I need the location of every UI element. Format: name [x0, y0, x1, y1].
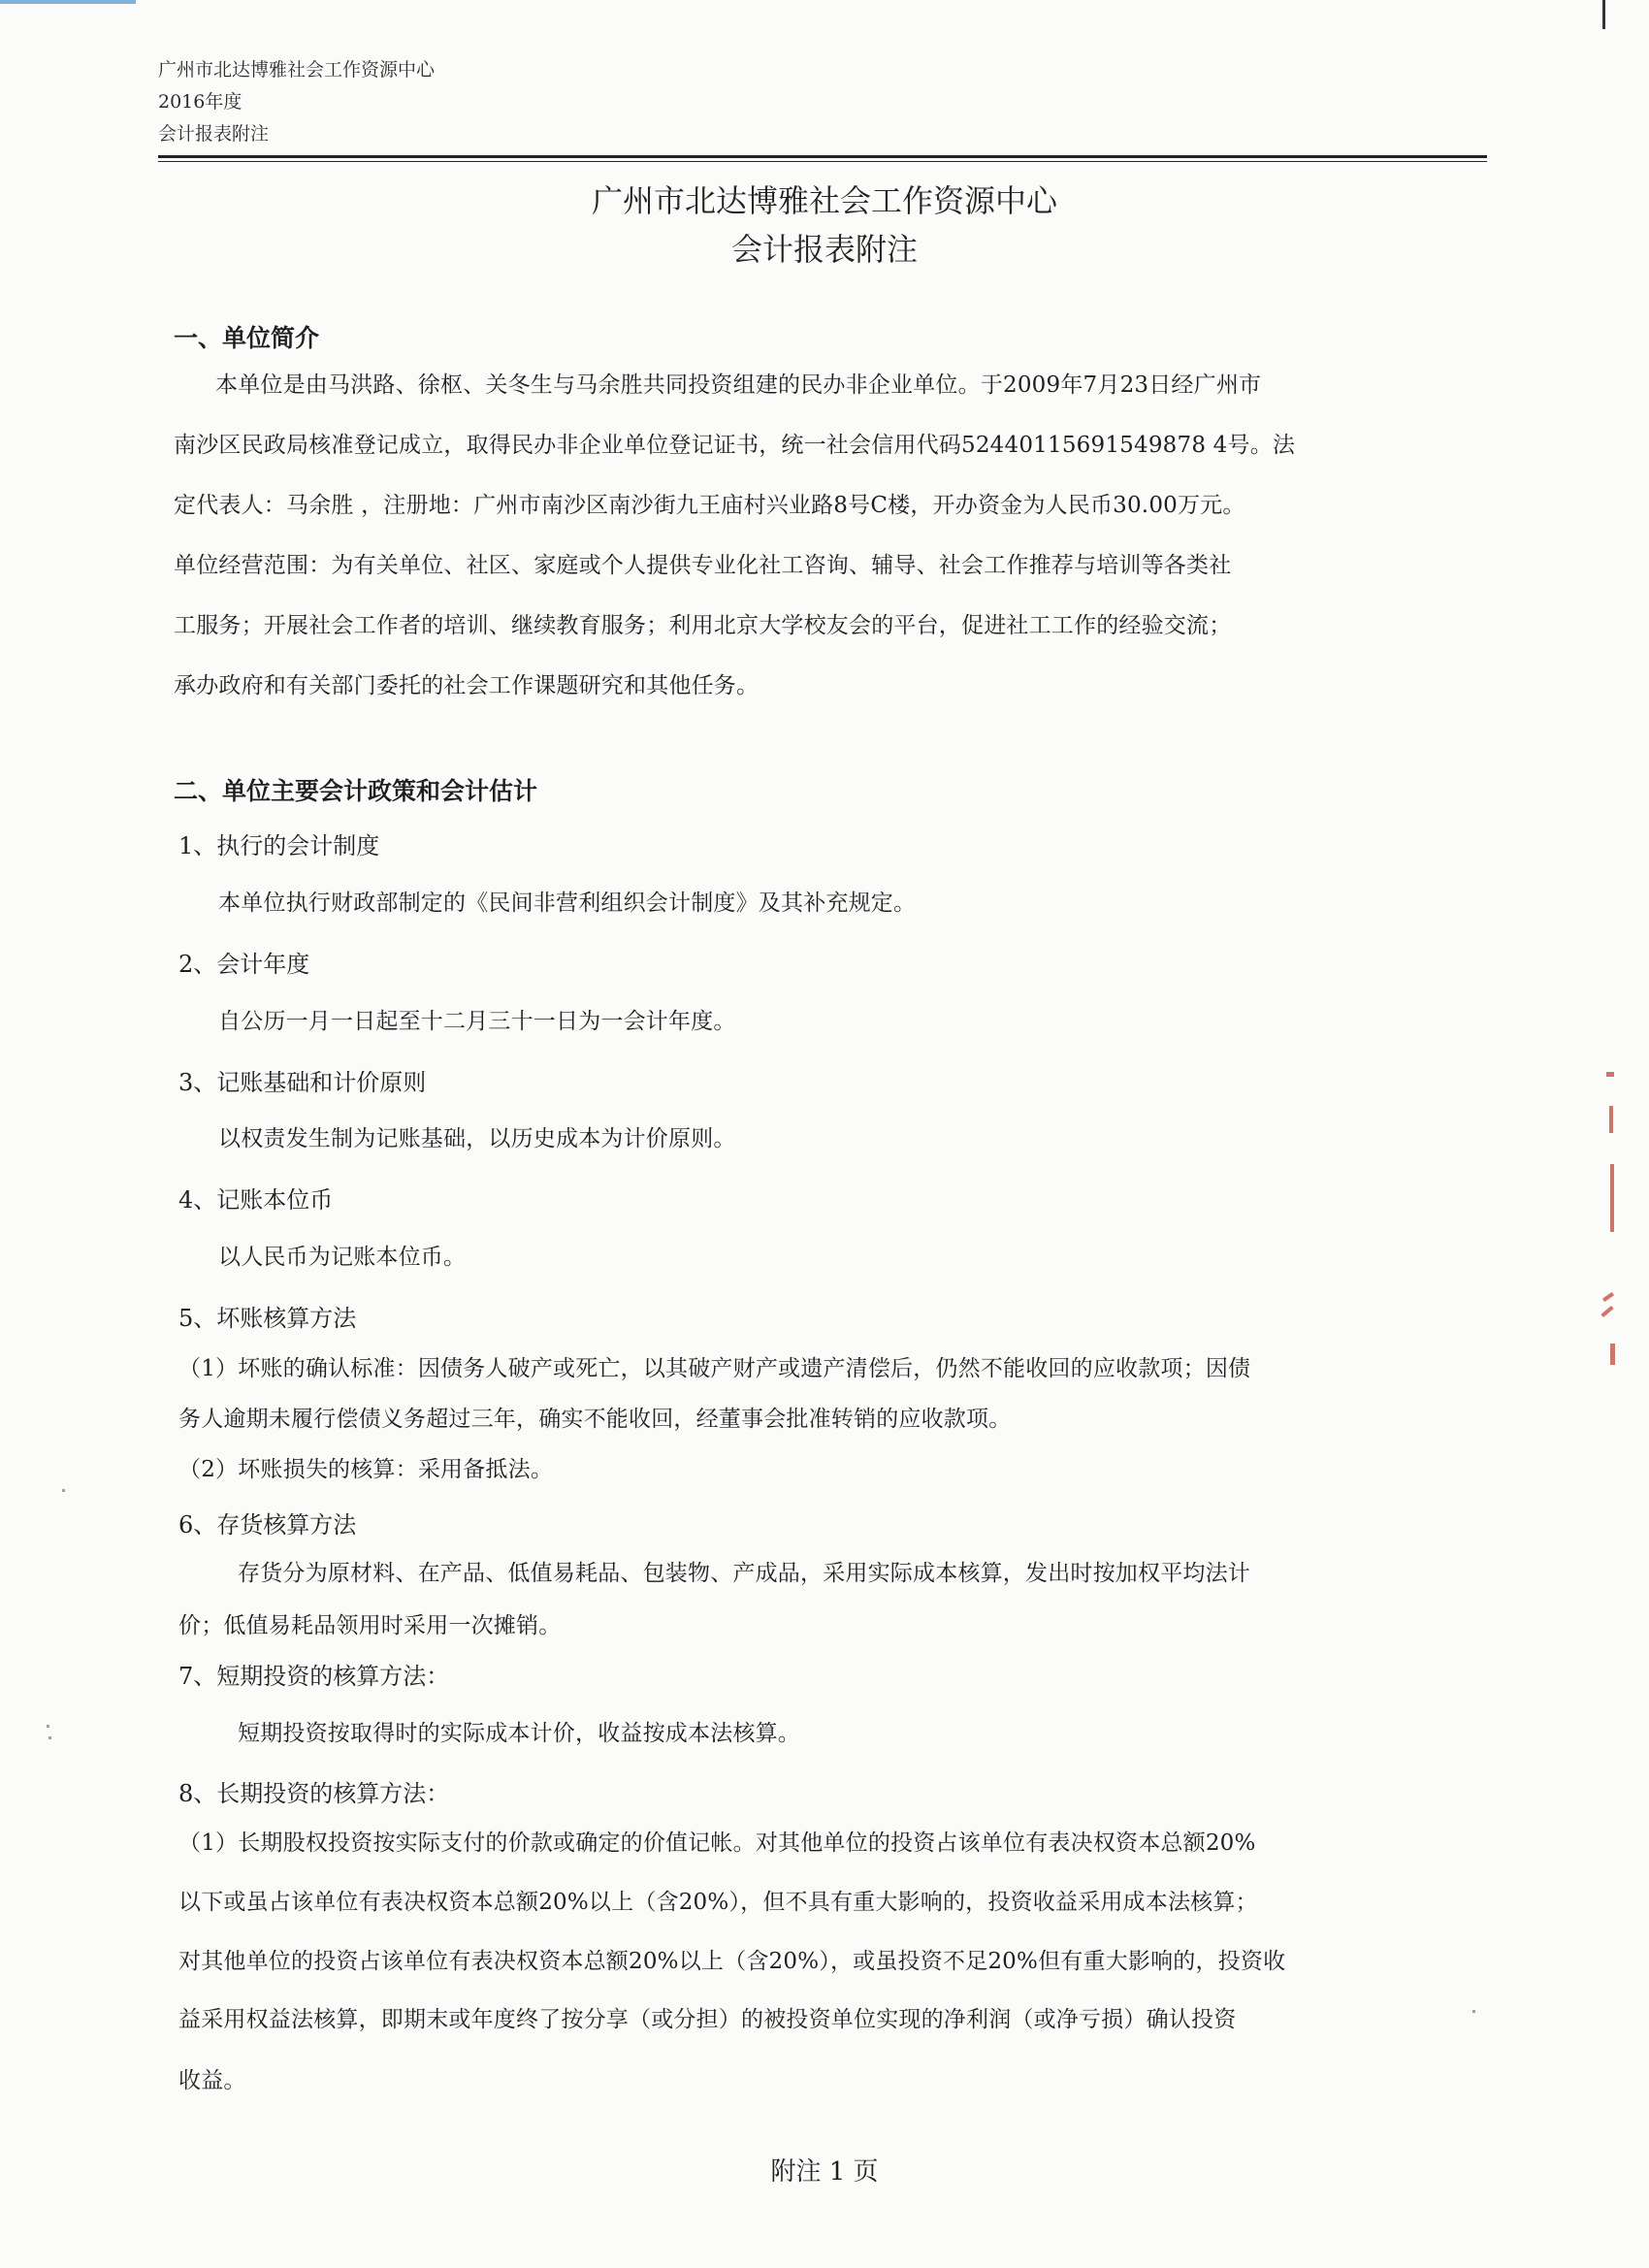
header-rule-thick [158, 155, 1487, 158]
policy-text: 自公历一月一日起至十二月三十一日为一会计年度。 [218, 1009, 736, 1034]
policy-text: 以人民币为记账本位币。 [218, 1245, 467, 1270]
header-doc: 会计报表附注 [158, 123, 270, 145]
page-footer: 附注 1 页 [770, 2157, 879, 2187]
scan-edge-mark [1602, 0, 1605, 29]
scan-speck [48, 1736, 51, 1739]
seam-stamp-mark [1602, 1292, 1614, 1302]
document-title: 广州市北达博雅社会工作资源中心 [591, 182, 1057, 219]
section-1-line: 单位经营范围：为有关单位、社区、家庭或个人提供专业化社工咨询、辅导、社会工作推荐与培训等各类社 [174, 553, 1232, 578]
seam-stamp-mark [1600, 1306, 1613, 1317]
seam-stamp-mark [1609, 1106, 1613, 1133]
scan-speck [1472, 2010, 1475, 2013]
policy-text: 收益。 [178, 2068, 246, 2093]
section-1-line: 承办政府和有关部门委托的社会工作课题研究和其他任务。 [174, 673, 760, 698]
policy-text: 益采用权益法核算，即期末或年度终了按分享（或分担）的被投资单位实现的净利润（或净亏损）确认投资 [178, 2007, 1237, 2032]
policy-title-5: 5、坏账核算方法 [178, 1305, 357, 1332]
scan-speck [47, 1725, 49, 1728]
document-subtitle: 会计报表附注 [730, 231, 918, 268]
scan-speck [62, 1489, 65, 1492]
policy-text: 存货分为原材料、在产品、低值易耗品、包装物、产成品，采用实际成本核算，发出时按加权平均法计 [238, 1561, 1250, 1586]
policy-title-7: 7、短期投资的核算方法： [178, 1663, 450, 1690]
policy-text: 价；低值易耗品领用时采用一次摊销。 [178, 1613, 562, 1638]
seam-stamp-mark [1610, 1344, 1615, 1365]
policy-title-2: 2、会计年度 [178, 951, 310, 978]
policy-text: 对其他单位的投资占该单位有表决权资本总额20%以上（含20%），或虽投资不足20%但有重大影响的，投资收 [178, 1949, 1286, 1974]
policy-title-4: 4、记账本位币 [178, 1186, 334, 1214]
policy-text: 以下或虽占该单位有表决权资本总额20%以上（含20%），但不具有重大影响的，投资收益采用成本法核算； [178, 1890, 1258, 1915]
policy-title-1: 1、执行的会计制度 [178, 832, 380, 859]
header-rule-thin [158, 161, 1487, 162]
seam-stamp-mark [1610, 1164, 1614, 1232]
section-1-line: 工服务；开展社会工作者的培训、继续教育服务；利用北京大学校友会的平台，促进社工工作的经验交流； [174, 613, 1232, 638]
policy-text: （2）坏账损失的核算：采用备抵法。 [178, 1457, 554, 1482]
running-header [158, 54, 435, 150]
policy-text: （1）长期股权投资按实际支付的价款或确定的价值记帐。对其他单位的投资占该单位有表决权资本总额20% [178, 1831, 1256, 1856]
seam-stamp-mark [1606, 1072, 1614, 1077]
policy-text: 本单位执行财政部制定的《民间非营利组织会计制度》及其补充规定。 [218, 891, 917, 916]
section-1-line: 本单位是由马洪路、徐枢、关冬生与马余胜共同投资组建的民办非企业单位。于2009年7月23日经广州市 [215, 373, 1262, 398]
section-1-line: 南沙区民政局核准登记成立，取得民办非企业单位登记证书，统一社会信用代码52440115691549878 4号。法 [174, 433, 1296, 458]
header-org: 广州市北达博雅社会工作资源中心 [158, 59, 436, 81]
policy-title-6: 6、存货核算方法 [178, 1511, 357, 1539]
policy-title-3: 3、记账基础和计价原则 [178, 1069, 427, 1096]
section-1-line: 定代表人：马余胜 ，注册地：广州市南沙区南沙街九王庙村兴业路8号C楼，开办资金为人民币30.00万元。 [174, 493, 1245, 518]
policy-text: 短期投资按取得时的实际成本计价，收益按成本法核算。 [238, 1721, 800, 1746]
section-1-heading: 一、单位简介 [174, 324, 320, 352]
header-year: 2016年度 [158, 91, 242, 113]
policy-title-8: 8、长期投资的核算方法： [178, 1780, 450, 1807]
section-2-heading: 二、单位主要会计政策和会计估计 [174, 777, 538, 805]
policy-text: 以权责发生制为记账基础，以历史成本为计价原则。 [218, 1126, 736, 1151]
policy-text: 务人逾期未履行偿债义务超过三年，确实不能收回，经董事会批准转销的应收款项。 [178, 1407, 1012, 1432]
policy-text: （1）坏账的确认标准：因债务人破产或死亡，以其破产财产或遗产清偿后，仍然不能收回的应收款项；因债 [178, 1356, 1251, 1381]
scan-artifact-bar [0, 0, 136, 4]
